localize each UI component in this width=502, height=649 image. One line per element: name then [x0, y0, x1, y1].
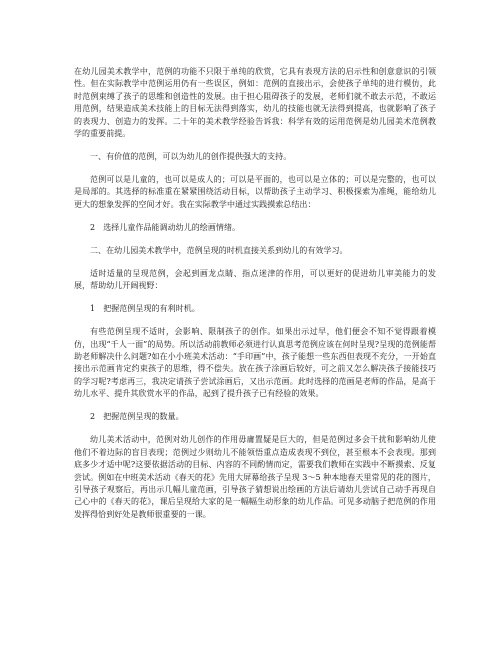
document-page [74, 66, 436, 521]
section-heading-1: 一、有价值的范例，可以为幼儿的创作提供强大的支持。 [90, 152, 292, 162]
body-paragraph-9: 幼儿美术活动中，范例对幼儿创作的作用毋庸置疑是巨大的，但是范例过多会干扰和影响幼儿使他们不着边际的盲目表现；范例过少则幼儿不能领悟重点造成表现不到位，甚至根本不会表现。那到底多少才适中呢?这要依据活动的目标、内容的不同酌情而定，需要我们教师在实践中不断摸索、反复尝试。例如在中班美术活动《春天的花》先用大屏幕给孩子呈现 3～5 种本地春天里常见的花的图片，引导孩子观察后，再出示几幅儿童范画，引导孩子猜想说出绘画的方法后请幼儿尝试自己动手再现自己心中的《春天的花》，课后呈现给大家的是一幅幅生动形象的幼儿作品。可见多动脑子把范例的作用发挥得恰到好处是教师很重要的一课。 [74, 435, 436, 519]
body-paragraph-7: 有些范例呈现不适时，会影响、限制孩子的创作。如果出示过早，他们便会不知不觉得跟着模仿，出现“千人一面”的局势。所以活动前教师必须进行认真思考范例应该在何时呈现?呈现的范例能帮助老师解决什么问题?如在小小班美术活动：“手印画”中，孩子能想一些东西但表现不充分，一开始直接出示范画肯定约束孩子的思维，得不偿失。放在孩子涂画后较好，可之前又怎么解决孩子接能技巧的学习呢?考虑再三，我决定请孩子尝试涂画后，又出示范画。此时选择的范画是老师的作品，是高于幼儿水平、提升其欣赏水平的作品，起到了提升孩子已有经验的效果。 [74, 327, 436, 399]
subsection-heading-2b: 2 把握范例呈现的数量。 [90, 412, 184, 422]
subsection-heading-2: 2 选择儿童作品能调动幼儿的绘画情绪。 [90, 222, 241, 232]
subsection-heading-1: 1 把握范例呈现的有利时机。 [90, 304, 200, 314]
section-heading-2: 二、在幼儿园美术教学中，范例呈现的时机直接关系到幼儿的有效学习。 [90, 245, 348, 255]
body-paragraph-2: 范例可以是儿童的，也可以是成人的；可以是平面的，也可以是立体的；可以是完整的，也可以是局部的。其选择的标准重在紧紧围绕活动目标，以帮助孩子主动学习、积极探索为准绳，能给幼儿更大的想象发挥的空间才好。我在实际教学中通过实践摸索总结出： [74, 175, 436, 209]
intro-paragraph: 在幼儿园美术教学中，范例的功能不只限于单纯的欣赏，它具有表现方法的启示性和创意意识的引领性。但在实际教学中范例运用仍有一些误区，例如：范例的直接出示，会使孩子单纯的进行模仿，此时范例束缚了孩子的思维和创造性的发展。由于担心阻碍孩子的发展，老师们就不敢去示范，不敢运用范例，结果造成美术技能上的目标无法得到落实，幼儿的技能也就无法得到提高，也就影响了孩子的表现力、创造力的发挥。二十年的美术教学经验告诉我：科学有效的运用范例是幼儿园美术范例教学的重要前提。 [74, 67, 436, 139]
body-paragraph-5: 适时适量的呈现范例，会起到画龙点睛、指点迷津的作用，可以更好的促进幼儿审美能力的发展，帮助幼儿开阔视野： [74, 268, 436, 291]
